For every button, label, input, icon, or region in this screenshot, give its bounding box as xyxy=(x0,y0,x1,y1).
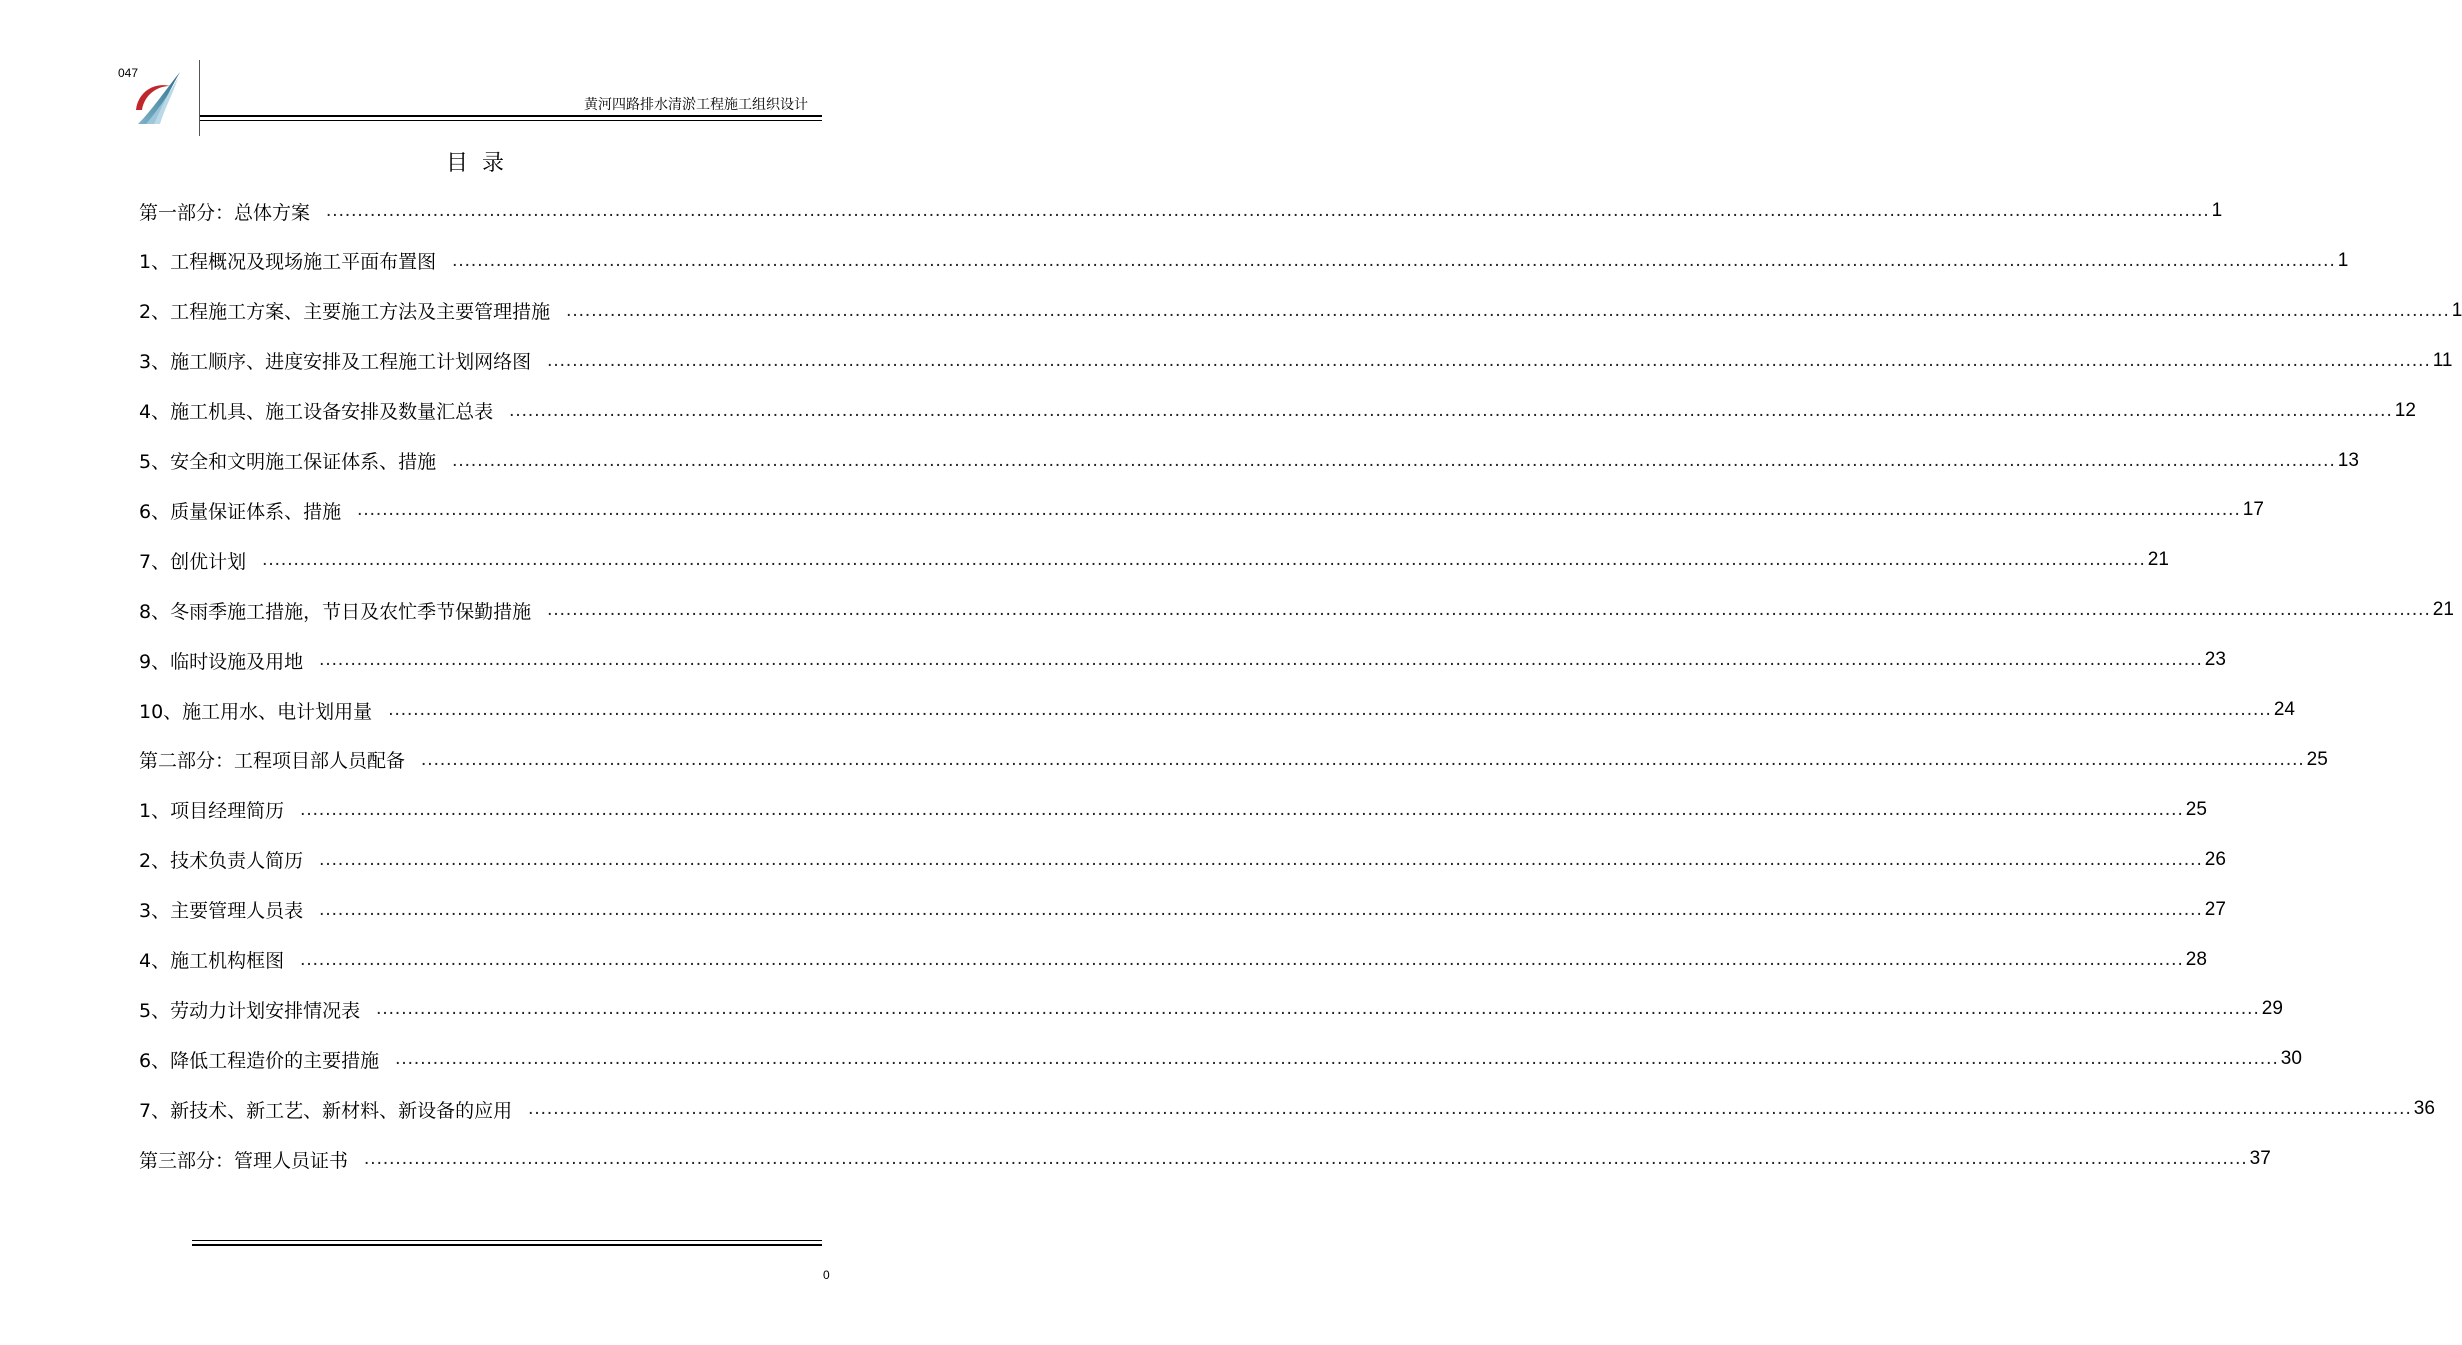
toc-dot-leader: ............................................................................................................................................................................................................................................................................................................ xyxy=(376,998,2260,1020)
toc-dot-leader: ............................................................................................................................................................................................................................................................................................................ xyxy=(388,699,2272,720)
toc-list xyxy=(139,0,2462,1345)
toc-entry[interactable] xyxy=(139,1094,2435,1124)
toc-entry-page: 28 xyxy=(2185,948,2207,970)
toc-dot-leader: ............................................................................................................................................................................................................................................................................................................ xyxy=(319,848,2203,870)
toc-entry-label: 5、安全和文明施工保证体系、措施 xyxy=(139,451,437,473)
toc-entry-page: 29 xyxy=(2261,998,2283,1020)
toc-entry[interactable] xyxy=(139,845,2226,875)
toc-entry[interactable] xyxy=(139,396,2416,426)
toc-entry-page: 11 xyxy=(2432,349,2453,371)
toc-dot-leader: ............................................................................................................................................................................................................................................................................................................ xyxy=(357,499,2241,521)
toc-entry-label: 2、工程施工方案、主要施工方法及主要管理措施 xyxy=(139,301,551,324)
toc-entry-label: 第二部分：工程项目部人员配备 xyxy=(139,750,406,773)
toc-dot-leader: ............................................................................................................................................................................................................................................................................................................ xyxy=(319,898,2203,920)
toc-entry-page: 37 xyxy=(2249,1148,2271,1170)
toc-entry-label: 1、项目经理简历 xyxy=(139,800,285,823)
toc-dot-leader: ............................................................................................................................................................................................................................................................................................................ xyxy=(547,349,2431,371)
toc-entry-label: 8、冬雨季施工措施，节日及农忙季节保勤措施 xyxy=(139,600,532,623)
toc-entry[interactable] xyxy=(139,246,2349,276)
toc-entry-page: 1 xyxy=(2337,249,2349,271)
toc-entry-label: 4、施工机具、施工设备安排及数量汇总表 xyxy=(139,401,494,424)
toc-entry-label: 9、临时设施及用地 xyxy=(139,650,304,673)
toc-entry-page: 30 xyxy=(2280,1048,2302,1070)
page-number: 0 xyxy=(823,1268,830,1282)
toc-entry[interactable] xyxy=(139,945,2207,975)
toc-entry-page: 13 xyxy=(2337,449,2359,471)
toc-entry-label: 10、施工用水、电计划用量 xyxy=(139,700,373,723)
toc-entry[interactable] xyxy=(139,346,2453,376)
toc-entry-page: 24 xyxy=(2273,699,2295,720)
toc-entry-page: 21 xyxy=(2147,549,2169,571)
toc-dot-leader: ............................................................................................................................................................................................................................................................................................................ xyxy=(395,1048,2279,1070)
toc-entry-page: 12 xyxy=(2394,399,2416,421)
toc-dot-leader: ............................................................................................................................................................................................................................................................................................................ xyxy=(326,200,2210,221)
footer-rule-thin xyxy=(192,1240,822,1241)
toc-entry-page: 17 xyxy=(2242,499,2264,521)
toc-dot-leader: ............................................................................................................................................................................................................................................................................................................ xyxy=(566,299,2450,321)
toc-dot-leader: ............................................................................................................................................................................................................................................................................................................ xyxy=(300,798,2184,820)
toc-entry-label: 5、劳动力计划安排情况表 xyxy=(139,999,361,1022)
toc-entry[interactable] xyxy=(139,545,2169,575)
toc-entry[interactable] xyxy=(139,296,2462,326)
toc-entry-label: 6、质量保证体系、措施 xyxy=(139,500,342,523)
toc-dot-leader: ............................................................................................................................................................................................................................................................................................................ xyxy=(421,748,2305,770)
toc-entry-page: 25 xyxy=(2185,798,2207,820)
toc-dot-leader: ............................................................................................................................................................................................................................................................................................................ xyxy=(452,449,2336,471)
toc-entry-page: 27 xyxy=(2204,898,2226,920)
toc-entry-page: 36 xyxy=(2413,1098,2435,1120)
toc-entry-label: 4、施工机构框图 xyxy=(139,950,285,972)
toc-entry[interactable] xyxy=(139,196,2223,226)
toc-entry-page: 26 xyxy=(2204,848,2226,870)
toc-entry-label: 6、降低工程造价的主要措施 xyxy=(139,1049,380,1072)
footer-rule xyxy=(192,1244,822,1246)
toc-entry[interactable] xyxy=(139,994,2283,1024)
toc-entry-page: 1 xyxy=(2451,299,2462,321)
toc-entry[interactable] xyxy=(139,895,2226,925)
toc-heading: 目录 xyxy=(445,151,518,176)
toc-entry-label: 2、技术负责人简历 xyxy=(139,850,304,873)
toc-entry-page: 21 xyxy=(2432,599,2454,621)
doc-code: 047 xyxy=(118,66,139,80)
toc-entry-label: 7、新技术、新工艺、新材料、新设备的应用 xyxy=(139,1099,513,1122)
toc-dot-leader: ............................................................................................................................................................................................................................................................................................................ xyxy=(509,399,2393,421)
toc-entry-page: 25 xyxy=(2306,748,2328,770)
header-title: 黄河四路排水清淤工程施工组织设计 xyxy=(584,97,808,113)
toc-dot-leader: ............................................................................................................................................................................................................................................................................................................ xyxy=(528,1098,2412,1120)
toc-entry[interactable] xyxy=(139,595,2454,625)
toc-dot-leader: ............................................................................................................................................................................................................................................................................................................ xyxy=(547,599,2431,621)
toc-entry[interactable] xyxy=(139,745,2328,775)
toc-entry[interactable] xyxy=(139,1144,2271,1174)
toc-entry-label: 第一部分：总体方案 xyxy=(139,201,311,224)
toc-entry[interactable] xyxy=(139,1044,2302,1074)
toc-entry-label: 第三部分：管理人员证书 xyxy=(139,1149,349,1172)
toc-dot-leader: ............................................................................................................................................................................................................................................................................................................ xyxy=(262,549,2146,571)
toc-entry-page: 23 xyxy=(2204,649,2226,671)
toc-entry-page: 1 xyxy=(2211,200,2223,221)
toc-entry[interactable] xyxy=(139,695,2295,725)
toc-entry-label: 7、创优计划 xyxy=(139,550,247,573)
toc-dot-leader: ............................................................................................................................................................................................................................................................................................................ xyxy=(364,1148,2248,1170)
toc-dot-leader: ............................................................................................................................................................................................................................................................................................................ xyxy=(319,649,2203,671)
toc-entry[interactable] xyxy=(139,795,2207,825)
toc-entry[interactable] xyxy=(139,645,2226,675)
toc-dot-leader: ............................................................................................................................................................................................................................................................................................................ xyxy=(452,249,2336,271)
toc-entry-label: 3、施工顺序、进度安排及工程施工计划网络图 xyxy=(139,351,532,374)
toc-entry[interactable] xyxy=(139,446,2359,476)
toc-entry-label: 3、主要管理人员表 xyxy=(139,900,304,923)
toc-entry-label: 1、工程概况及现场施工平面布置图 xyxy=(139,251,437,274)
toc-dot-leader: ............................................................................................................................................................................................................................................................................................................ xyxy=(300,948,2184,970)
toc-entry[interactable] xyxy=(139,495,2264,525)
